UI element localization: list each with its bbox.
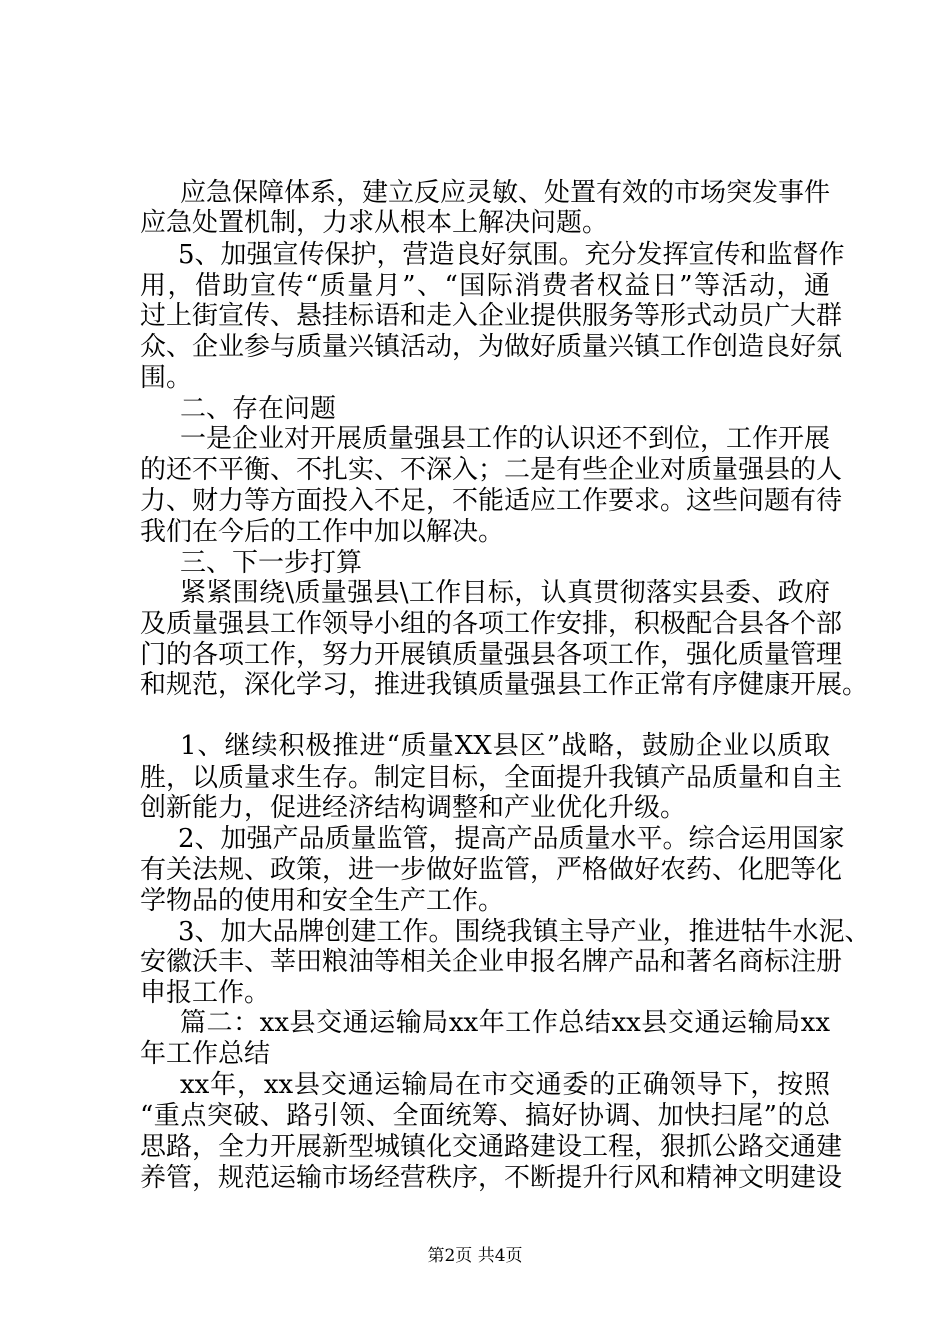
text-line: 用，借助宣传“质量月”、“国际消费者权益日”等活动，通 <box>140 271 830 301</box>
text-line: 申报工作。 <box>140 978 271 1008</box>
text-line: 胜，以质量求生存。制定目标，全面提升我镇产品质量和自主 <box>140 763 843 793</box>
text-line: 创新能力，促进经济结构调整和产业优化升级。 <box>140 793 687 823</box>
text-line: 应急保障体系，建立反应灵敏、处置有效的市场突发事件 <box>180 178 831 208</box>
text-line: “重点突破、路引领、全面统筹、搞好协调、加快扫尾”的总 <box>140 1101 830 1131</box>
text-line: 应急处置机制，力求从根本上解决问题。 <box>140 208 609 238</box>
text-line: 的还不平衡、不扎实、不深入；二是有些企业对质量强县的人 <box>140 455 843 485</box>
text-line: 众、企业参与质量兴镇活动，为做好质量兴镇工作创造良好氛 <box>140 332 843 362</box>
text-line: 过上街宣传、悬挂标语和走入企业提供服务等形式动员广大群 <box>140 301 843 331</box>
text-line: 门的各项工作，努力开展镇质量强县各项工作，强化质量管理 <box>140 640 843 670</box>
text-line: 5、加强宣传保护，营造良好氛围。充分发挥宣传和监督作 <box>178 240 845 270</box>
text-line: 一是企业对开展质量强县工作的认识还不到位，工作开展 <box>180 424 831 454</box>
text-line: 围。 <box>140 363 193 393</box>
text-line: 思路，全力开展新型城镇化交通路建设工程，狠抓公路交通建 <box>140 1132 843 1162</box>
text-line: 年工作总结 <box>140 1039 271 1069</box>
text-line: 有关法规、政策，进一步做好监管，严格做好农药、化肥等化 <box>140 855 843 885</box>
section-heading: 二、存在问题 <box>180 394 337 424</box>
section-heading: 三、下一步打算 <box>180 548 363 578</box>
text-line: 3、加大品牌创建工作。围绕我镇主导产业，推进牯牛水泥、 <box>178 917 871 947</box>
page-footer: 第2页 共4页 <box>427 1246 523 1266</box>
text-line: 力、财力等方面投入不足，不能适应工作要求。这些问题有待 <box>140 486 843 516</box>
text-line: 和规范，深化学习，推进我镇质量强县工作正常有序健康开展。 <box>140 670 869 700</box>
text-line: 2、加强产品质量监管，提高产品质量水平。综合运用国家 <box>178 824 845 854</box>
text-line: 及质量强县工作领导小组的各项工作安排，积极配合县各个部 <box>140 609 843 639</box>
text-line: 学物品的使用和安全生产工作。 <box>140 886 505 916</box>
text-line: xx年，xx县交通运输局在市交通委的正确领导下，按照 <box>180 1070 830 1100</box>
text-line: 篇二：xx县交通运输局xx年工作总结xx县交通运输局xx <box>180 1008 830 1038</box>
text-line: 1、继续积极推进“质量XX县区”战略，鼓励企业以质取 <box>180 731 830 761</box>
text-line: 紧紧围绕\质量强县\工作目标，认真贯彻落实县委、政府 <box>180 578 830 608</box>
text-line: 养管，规范运输市场经营秩序，不断提升行风和精神文明建设 <box>140 1163 843 1193</box>
text-line: 我们在今后的工作中加以解决。 <box>140 517 505 547</box>
text-line: 安徽沃丰、莘田粮油等相关企业申报名牌产品和著名商标注册 <box>140 947 843 977</box>
